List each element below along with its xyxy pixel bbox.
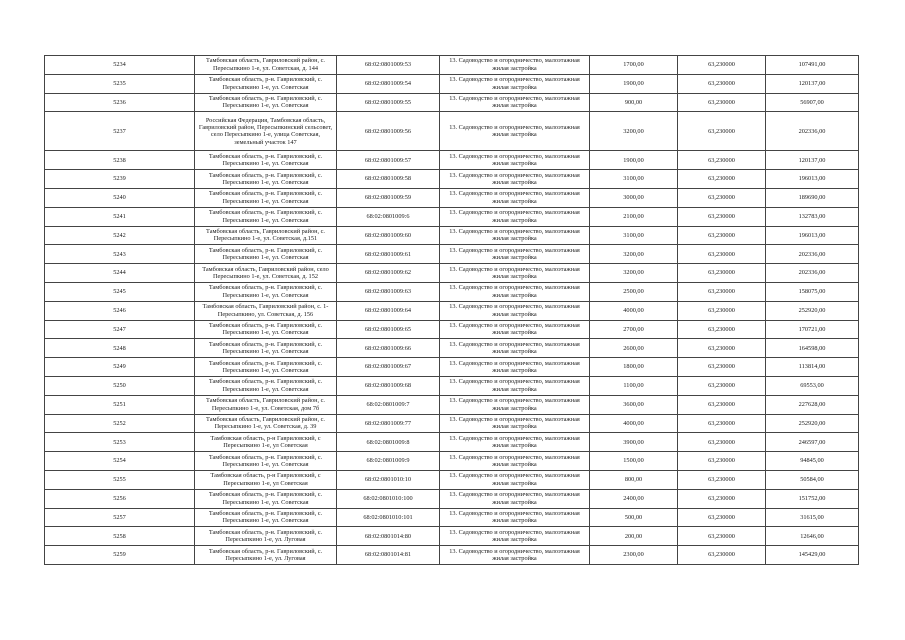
- area-cell: 3600,00: [590, 395, 678, 414]
- rate-cell: 63,230000: [678, 188, 766, 207]
- land-use-cell: 13. Садоводство и огородничество, малоэтажная жилая застройка: [440, 74, 590, 93]
- table-row: [45, 376, 859, 395]
- address-cell: Тамбовская область, Гавриловский район, с. Пересыпкино 1-е, ул. Советская, дом 7б: [195, 395, 337, 414]
- land-use-cell: 13. Садоводство и огородничество, малоэтажная жилая застройка: [440, 527, 590, 546]
- cadastral-value-cell: 202336,00: [766, 112, 859, 151]
- table-row: [45, 508, 859, 527]
- address-cell: Тамбовская область, р-н. Гавриловский, с. Пересыпкино 1-е, ул. Советская: [195, 358, 337, 377]
- row-number: 5246: [45, 301, 195, 320]
- address-cell: Тамбовская область, р-н Гавриловский, с Пересыпкино 1-е, ул Советская: [195, 433, 337, 452]
- area-cell: 2400,00: [590, 489, 678, 508]
- address-cell: Тамбовская область, р-н Гавриловский, с Пересыпкино 1-е, ул Советская: [195, 470, 337, 489]
- land-use-cell: 13. Садоводство и огородничество, малоэтажная жилая застройка: [440, 414, 590, 433]
- cadastral-number-cell: 68:02:0801009:7: [337, 395, 440, 414]
- table-row: [45, 489, 859, 508]
- area-cell: 3100,00: [590, 226, 678, 245]
- row-number: 5240: [45, 188, 195, 207]
- address-cell: Тамбовская область, р-н. Гавриловский, с. Пересыпкино 1-е, ул. Советская: [195, 320, 337, 339]
- table-row: [45, 93, 859, 112]
- area-cell: 1900,00: [590, 74, 678, 93]
- rate-cell: 63,230000: [678, 74, 766, 93]
- area-cell: 500,00: [590, 508, 678, 527]
- table-row: [45, 226, 859, 245]
- rate-cell: 63,230000: [678, 470, 766, 489]
- address-cell: Тамбовская область, Гавриловский район, с. 1-Пересыпкино, ул. Советская, д. 156: [195, 301, 337, 320]
- area-cell: 2300,00: [590, 546, 678, 565]
- land-use-cell: 13. Садоводство и огородничество, малоэтажная жилая застройка: [440, 546, 590, 565]
- address-cell: Тамбовская область, Гавриловский район, с. Пересыпкино 1-е, ул. Советская, д.151: [195, 226, 337, 245]
- table-row: [45, 433, 859, 452]
- table-row: [45, 207, 859, 226]
- area-cell: 2100,00: [590, 207, 678, 226]
- land-use-cell: 13. Садоводство и огородничество, малоэтажная жилая застройка: [440, 207, 590, 226]
- table-row: [45, 74, 859, 93]
- cadastral-value-cell: 158075,00: [766, 282, 859, 301]
- cadastral-value-cell: 132783,00: [766, 207, 859, 226]
- table-row: [45, 170, 859, 189]
- cadastral-number-cell: 68:02:0801009:65: [337, 320, 440, 339]
- address-cell: Тамбовская область, р-н. Гавриловский, с. Пересыпкино 1-е, ул. Луговая: [195, 527, 337, 546]
- row-number: 5258: [45, 527, 195, 546]
- rate-cell: 63,230000: [678, 452, 766, 471]
- area-cell: 3200,00: [590, 112, 678, 151]
- address-cell: Тамбовская область, Гавриловский район, с. Пересыпкино 1-е, ул. Советская, д. 144: [195, 56, 337, 75]
- cadastral-number-cell: 68:02:0801009:66: [337, 339, 440, 358]
- table-row: [45, 339, 859, 358]
- land-use-cell: 13. Садоводство и огородничество, малоэтажная жилая застройка: [440, 395, 590, 414]
- area-cell: 1500,00: [590, 452, 678, 471]
- land-use-cell: 13. Садоводство и огородничество, малоэтажная жилая застройка: [440, 301, 590, 320]
- cadastral-number-cell: 68:02:0801009:63: [337, 282, 440, 301]
- cadastral-value-cell: 69553,00: [766, 376, 859, 395]
- area-cell: 800,00: [590, 470, 678, 489]
- rate-cell: 63,230000: [678, 56, 766, 75]
- row-number: 5255: [45, 470, 195, 489]
- area-cell: 3100,00: [590, 170, 678, 189]
- area-cell: 4000,00: [590, 414, 678, 433]
- rate-cell: 63,230000: [678, 546, 766, 565]
- cadastral-number-cell: 68:02:0801009:62: [337, 264, 440, 283]
- land-use-cell: 13. Садоводство и огородничество, малоэтажная жилая застройка: [440, 433, 590, 452]
- land-use-cell: 13. Садоводство и огородничество, малоэтажная жилая застройка: [440, 151, 590, 170]
- cadastral-number-cell: 68:02:0801010:101: [337, 508, 440, 527]
- cadastral-number-cell: 68:02:0801009:9: [337, 452, 440, 471]
- address-cell: Тамбовская область, р-н. Гавриловский, с. Пересыпкино 1-е, ул. Советская: [195, 207, 337, 226]
- cadastral-value-cell: 12646,00: [766, 527, 859, 546]
- row-number: 5257: [45, 508, 195, 527]
- area-cell: 4000,00: [590, 301, 678, 320]
- land-use-cell: 13. Садоводство и огородничество, малоэтажная жилая застройка: [440, 264, 590, 283]
- land-use-cell: 13. Садоводство и огородничество, малоэтажная жилая застройка: [440, 112, 590, 151]
- rate-cell: 63,230000: [678, 527, 766, 546]
- cadastral-value-cell: 227628,00: [766, 395, 859, 414]
- address-cell: Тамбовская область, Гавриловский район, село Пересыпкино 1-е, ул. Советская, д. 152: [195, 264, 337, 283]
- land-use-cell: 13. Садоводство и огородничество, малоэтажная жилая застройка: [440, 508, 590, 527]
- cadastral-value-cell: 252920,00: [766, 301, 859, 320]
- cadastral-value-cell: 189690,00: [766, 188, 859, 207]
- rate-cell: 63,230000: [678, 264, 766, 283]
- land-use-cell: 13. Садоводство и огородничество, малоэтажная жилая застройка: [440, 452, 590, 471]
- cadastral-number-cell: 68:02:0801009:77: [337, 414, 440, 433]
- cadastral-number-cell: 68:02:0801009:55: [337, 93, 440, 112]
- table-body: [45, 56, 859, 565]
- row-number: 5254: [45, 452, 195, 471]
- cadastral-value-cell: 94845,00: [766, 452, 859, 471]
- land-use-cell: 13. Садоводство и огородничество, малоэтажная жилая застройка: [440, 320, 590, 339]
- row-number: 5250: [45, 376, 195, 395]
- table-row: [45, 470, 859, 489]
- table-row: [45, 112, 859, 151]
- land-use-cell: 13. Садоводство и огородничество, малоэтажная жилая застройка: [440, 226, 590, 245]
- row-number: 5256: [45, 489, 195, 508]
- rate-cell: 63,230000: [678, 508, 766, 527]
- row-number: 5239: [45, 170, 195, 189]
- rate-cell: 63,230000: [678, 489, 766, 508]
- area-cell: 1100,00: [590, 376, 678, 395]
- rate-cell: 63,230000: [678, 433, 766, 452]
- row-number: 5252: [45, 414, 195, 433]
- cadastral-number-cell: 68:02:0801010:100: [337, 489, 440, 508]
- cadastral-value-cell: 151752,00: [766, 489, 859, 508]
- area-cell: 2700,00: [590, 320, 678, 339]
- row-number: 5235: [45, 74, 195, 93]
- area-cell: 3000,00: [590, 188, 678, 207]
- table-row: [45, 527, 859, 546]
- address-cell: Тамбовская область, р-н. Гавриловский, с. Пересыпкино 1-е, ул. Советская: [195, 339, 337, 358]
- row-number: 5245: [45, 282, 195, 301]
- rate-cell: 63,230000: [678, 414, 766, 433]
- cadastral-value-cell: 120137,00: [766, 74, 859, 93]
- cadastral-number-cell: 68:02:0801014:80: [337, 527, 440, 546]
- table-row: [45, 320, 859, 339]
- cadastral-number-cell: 68:02:0801009:61: [337, 245, 440, 264]
- land-use-cell: 13. Садоводство и огородничество, малоэтажная жилая застройка: [440, 188, 590, 207]
- address-cell: Тамбовская область, р-н. Гавриловский, с. Пересыпкино 1-е, ул. Советская: [195, 93, 337, 112]
- address-cell: Тамбовская область, р-н. Гавриловский, с. Пересыпкино 1-е, ул. Советская: [195, 170, 337, 189]
- address-cell: Тамбовская область, р-н. Гавриловский, с. Пересыпкино 1-е, ул. Советская: [195, 188, 337, 207]
- rate-cell: 63,230000: [678, 93, 766, 112]
- row-number: 5238: [45, 151, 195, 170]
- row-number: 5234: [45, 56, 195, 75]
- area-cell: 1900,00: [590, 151, 678, 170]
- cadastral-number-cell: 68:02:0801009:59: [337, 188, 440, 207]
- address-cell: Тамбовская область, р-н. Гавриловский, с. Пересыпкино 1-е, ул. Советская: [195, 74, 337, 93]
- cadastral-value-cell: 252920,00: [766, 414, 859, 433]
- land-use-cell: 13. Садоводство и огородничество, малоэтажная жилая застройка: [440, 489, 590, 508]
- land-use-cell: 13. Садоводство и огородничество, малоэтажная жилая застройка: [440, 245, 590, 264]
- rate-cell: 63,230000: [678, 320, 766, 339]
- cadastral-number-cell: 68:02:0801009:58: [337, 170, 440, 189]
- rate-cell: 63,230000: [678, 339, 766, 358]
- row-number: 5259: [45, 546, 195, 565]
- cadastral-value-cell: 107491,00: [766, 56, 859, 75]
- land-parcel-table: [44, 55, 859, 565]
- address-cell: Тамбовская область, р-н. Гавриловский, с. Пересыпкино 1-е, ул. Советская: [195, 151, 337, 170]
- cadastral-number-cell: 68:02:0801009:68: [337, 376, 440, 395]
- address-cell: Тамбовская область, р-н. Гавриловский, с. Пересыпкино 1-е, ул. Советская: [195, 508, 337, 527]
- address-cell: Тамбовская область, Гавриловский район, с. Пересыпкино 1-е, ул. Советская, д. 39: [195, 414, 337, 433]
- table-row: [45, 245, 859, 264]
- row-number: 5253: [45, 433, 195, 452]
- rate-cell: 63,230000: [678, 395, 766, 414]
- address-cell: Тамбовская область, р-н. Гавриловский, с. Пересыпкино 1-е, ул. Советская: [195, 489, 337, 508]
- cadastral-value-cell: 196013,00: [766, 170, 859, 189]
- rate-cell: 63,230000: [678, 245, 766, 264]
- rate-cell: 63,230000: [678, 207, 766, 226]
- area-cell: 1800,00: [590, 358, 678, 377]
- land-use-cell: 13. Садоводство и огородничество, малоэтажная жилая застройка: [440, 470, 590, 489]
- table-row: [45, 264, 859, 283]
- rate-cell: 63,230000: [678, 376, 766, 395]
- table-row: [45, 395, 859, 414]
- cadastral-value-cell: 120137,00: [766, 151, 859, 170]
- area-cell: 2600,00: [590, 339, 678, 358]
- cadastral-number-cell: 68:02:0801009:60: [337, 226, 440, 245]
- address-cell: Тамбовская область, р-н. Гавриловский, с. Пересыпкино 1-е, ул. Советская: [195, 245, 337, 264]
- area-cell: 3200,00: [590, 245, 678, 264]
- cadastral-value-cell: 145429,00: [766, 546, 859, 565]
- row-number: 5242: [45, 226, 195, 245]
- table-row: [45, 414, 859, 433]
- rate-cell: 63,230000: [678, 151, 766, 170]
- table-row: [45, 452, 859, 471]
- area-cell: 2500,00: [590, 282, 678, 301]
- cadastral-number-cell: 68:02:0801014:81: [337, 546, 440, 565]
- cadastral-value-cell: 246597,00: [766, 433, 859, 452]
- rate-cell: 63,230000: [678, 358, 766, 377]
- row-number: 5251: [45, 395, 195, 414]
- cadastral-value-cell: 113814,00: [766, 358, 859, 377]
- address-cell: Тамбовская область, р-н. Гавриловский, с. Пересыпкино 1-е, ул. Советская: [195, 376, 337, 395]
- address-cell: Тамбовская область, р-н. Гавриловский, с. Пересыпкино 1-е, ул. Советская: [195, 282, 337, 301]
- cadastral-number-cell: 68:02:0801009:54: [337, 74, 440, 93]
- cadastral-value-cell: 50584,00: [766, 470, 859, 489]
- rate-cell: 63,230000: [678, 112, 766, 151]
- land-use-cell: 13. Садоводство и огородничество, малоэтажная жилая застройка: [440, 376, 590, 395]
- cadastral-value-cell: 202336,00: [766, 264, 859, 283]
- row-number: 5241: [45, 207, 195, 226]
- table-row: [45, 358, 859, 377]
- rate-cell: 63,230000: [678, 282, 766, 301]
- cadastral-number-cell: 68:02:0801009:53: [337, 56, 440, 75]
- table-row: [45, 546, 859, 565]
- row-number: 5249: [45, 358, 195, 377]
- land-use-cell: 13. Садоводство и огородничество, малоэтажная жилая застройка: [440, 358, 590, 377]
- table-row: [45, 56, 859, 75]
- row-number: 5243: [45, 245, 195, 264]
- area-cell: 3900,00: [590, 433, 678, 452]
- cadastral-number-cell: 68:02:0801009:57: [337, 151, 440, 170]
- row-number: 5248: [45, 339, 195, 358]
- cadastral-value-cell: 164598,00: [766, 339, 859, 358]
- cadastral-value-cell: 202336,00: [766, 245, 859, 264]
- address-cell: Тамбовская область, р-н. Гавриловский, с. Пересыпкино 1-е, ул. Луговая: [195, 546, 337, 565]
- address-cell: Российская Федерация, Тамбовская область, Гавриловский район, Пересыпкинский сельсовет, село Пересыпкино 1-е, улица Советская, земельный участок 147: [195, 112, 337, 151]
- table-row: [45, 188, 859, 207]
- area-cell: 900,00: [590, 93, 678, 112]
- rate-cell: 63,230000: [678, 170, 766, 189]
- land-use-cell: 13. Садоводство и огородничество, малоэтажная жилая застройка: [440, 282, 590, 301]
- land-use-cell: 13. Садоводство и огородничество, малоэтажная жилая застройка: [440, 93, 590, 112]
- land-use-cell: 13. Садоводство и огородничество, малоэтажная жилая застройка: [440, 56, 590, 75]
- table-row: [45, 151, 859, 170]
- row-number: 5247: [45, 320, 195, 339]
- cadastral-value-cell: 170721,00: [766, 320, 859, 339]
- cadastral-number-cell: 68:02:0801010:10: [337, 470, 440, 489]
- cadastral-number-cell: 68:02:0801009:67: [337, 358, 440, 377]
- land-use-cell: 13. Садоводство и огородничество, малоэтажная жилая застройка: [440, 339, 590, 358]
- table-row: [45, 301, 859, 320]
- row-number: 5244: [45, 264, 195, 283]
- table-row: [45, 282, 859, 301]
- cadastral-value-cell: 31615,00: [766, 508, 859, 527]
- row-number: 5237: [45, 112, 195, 151]
- rate-cell: 63,230000: [678, 301, 766, 320]
- area-cell: 200,00: [590, 527, 678, 546]
- rate-cell: 63,230000: [678, 226, 766, 245]
- cadastral-number-cell: 68:02:0801009:64: [337, 301, 440, 320]
- cadastral-number-cell: 68:02:0801009:56: [337, 112, 440, 151]
- land-use-cell: 13. Садоводство и огородничество, малоэтажная жилая застройка: [440, 170, 590, 189]
- cadastral-value-cell: 196013,00: [766, 226, 859, 245]
- cadastral-number-cell: 68:02:0801009:8: [337, 433, 440, 452]
- address-cell: Тамбовская область, р-н. Гавриловский, с. Пересыпкино 1-е, ул. Советская: [195, 452, 337, 471]
- cadastral-number-cell: 68:02:0801009:6: [337, 207, 440, 226]
- cadastral-value-cell: 56907,00: [766, 93, 859, 112]
- row-number: 5236: [45, 93, 195, 112]
- area-cell: 1700,00: [590, 56, 678, 75]
- area-cell: 3200,00: [590, 264, 678, 283]
